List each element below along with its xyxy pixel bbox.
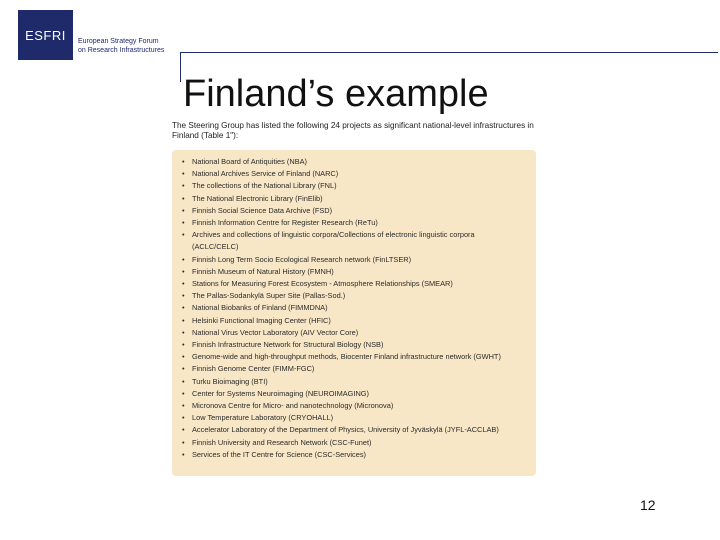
list-item <box>182 437 530 449</box>
list-item-text: • Center for Systems Neuroimaging (NEUROIMAGING) <box>192 388 370 398</box>
list-item <box>182 168 530 180</box>
list-item-text: • Accelerator Laboratory of the Department of Physics, University of Jyväskylä (JYFL-ACCLAB) <box>192 425 499 435</box>
list-item-text: • Finnish Infrastructure Network for Structural Biology (NSB) <box>192 340 384 350</box>
org-name-line-1: European Strategy Forum <box>78 38 159 45</box>
list-item-text: • Turku Bioimaging (BTI) <box>192 376 268 386</box>
list-item-text: • The collections of the National Library (FNL) <box>192 181 337 191</box>
list-item-text: • National Archives Service of Finland (NARC) <box>192 169 339 179</box>
list-item <box>182 180 530 192</box>
list-item <box>182 229 530 253</box>
list-item <box>182 302 530 314</box>
esfri-logo <box>18 10 73 60</box>
list-item <box>182 315 530 327</box>
list-item-text: • Archives and collections of linguistic corpora/Collections of electronic linguistic corpora <box>192 230 475 240</box>
list-item <box>182 339 530 351</box>
list-item-text: • Services of the IT Centre for Science (CSC-Services) <box>192 449 367 459</box>
list-item <box>182 424 530 436</box>
list-item <box>182 290 530 302</box>
list-item-text: • The National Electronic Library (FinElib) <box>192 193 323 203</box>
list-item <box>182 400 530 412</box>
organization-name <box>78 37 164 55</box>
list-item <box>182 205 530 217</box>
list-item <box>182 266 530 278</box>
logo-text: ESFRI <box>25 27 66 43</box>
list-item <box>182 449 530 461</box>
header-divider-vertical <box>180 52 181 82</box>
list-item-text: • Genome-wide and high-throughput methods, Biocenter Finland infrastructure network (GWHT) <box>192 352 501 362</box>
list-item <box>182 278 530 290</box>
list-item-text: • Helsinki Functional Imaging Center (HFIC) <box>192 315 331 325</box>
list-item <box>182 412 530 424</box>
list-item-text: • Micronova Centre for Micro- and nanotechnology (Micronova) <box>192 401 394 411</box>
list-item-text: • Stations for Measuring Forest Ecosystem - Atmosphere Relationships (SMEAR) <box>192 279 453 289</box>
list-item-text: • The Pallas-Sodankylä Super Site (Pallas-Sod.) <box>192 291 346 301</box>
list-item-text: • National Biobanks of Finland (FIMMDNA) <box>192 303 328 313</box>
list-item <box>182 254 530 266</box>
org-name-line-2: on Research Infrastructures <box>78 47 165 54</box>
list-item-text: (ACLC/CELC) <box>192 242 239 252</box>
list-item-text: • National Virus Vector Laboratory (AIV Vector Core) <box>192 327 359 337</box>
list-item-text: • Finnish University and Research Network (CSC-Funet) <box>192 437 372 447</box>
list-item <box>182 351 530 363</box>
list-item <box>182 388 530 400</box>
slide-title: Finland’s example <box>183 73 489 115</box>
list-item-text: • Low Temperature Laboratory (CRYOHALL) <box>192 413 334 423</box>
list-item-text: • Finnish Information Centre for Register Research (ReTu) <box>192 218 378 228</box>
list-item-text: • Finnish Social Science Data Archive (FSD) <box>192 205 333 215</box>
page-number: 12 <box>640 497 656 513</box>
header-divider-horizontal <box>180 52 718 53</box>
list-item-text: • Finnish Long Term Socio Ecological Research network (FinLTSER) <box>192 254 412 264</box>
list-item <box>182 363 530 375</box>
list-item <box>182 193 530 205</box>
list-item-text: • Finnish Museum of Natural History (FMNH) <box>192 266 334 276</box>
list-item <box>182 327 530 339</box>
list-item <box>182 217 530 229</box>
list-item <box>182 156 530 168</box>
infrastructure-list-panel <box>172 150 536 476</box>
infrastructure-list <box>182 156 530 461</box>
intro-text: The Steering Group has listed the following 24 projects as significant national-level infrastructures in Finland (Table 1"): <box>172 121 534 140</box>
list-item-text: • National Board of Antiquities (NBA) <box>192 157 308 166</box>
list-item-text: • Finnish Genome Center (FIMM-FGC) <box>192 364 315 374</box>
list-item <box>182 376 530 388</box>
